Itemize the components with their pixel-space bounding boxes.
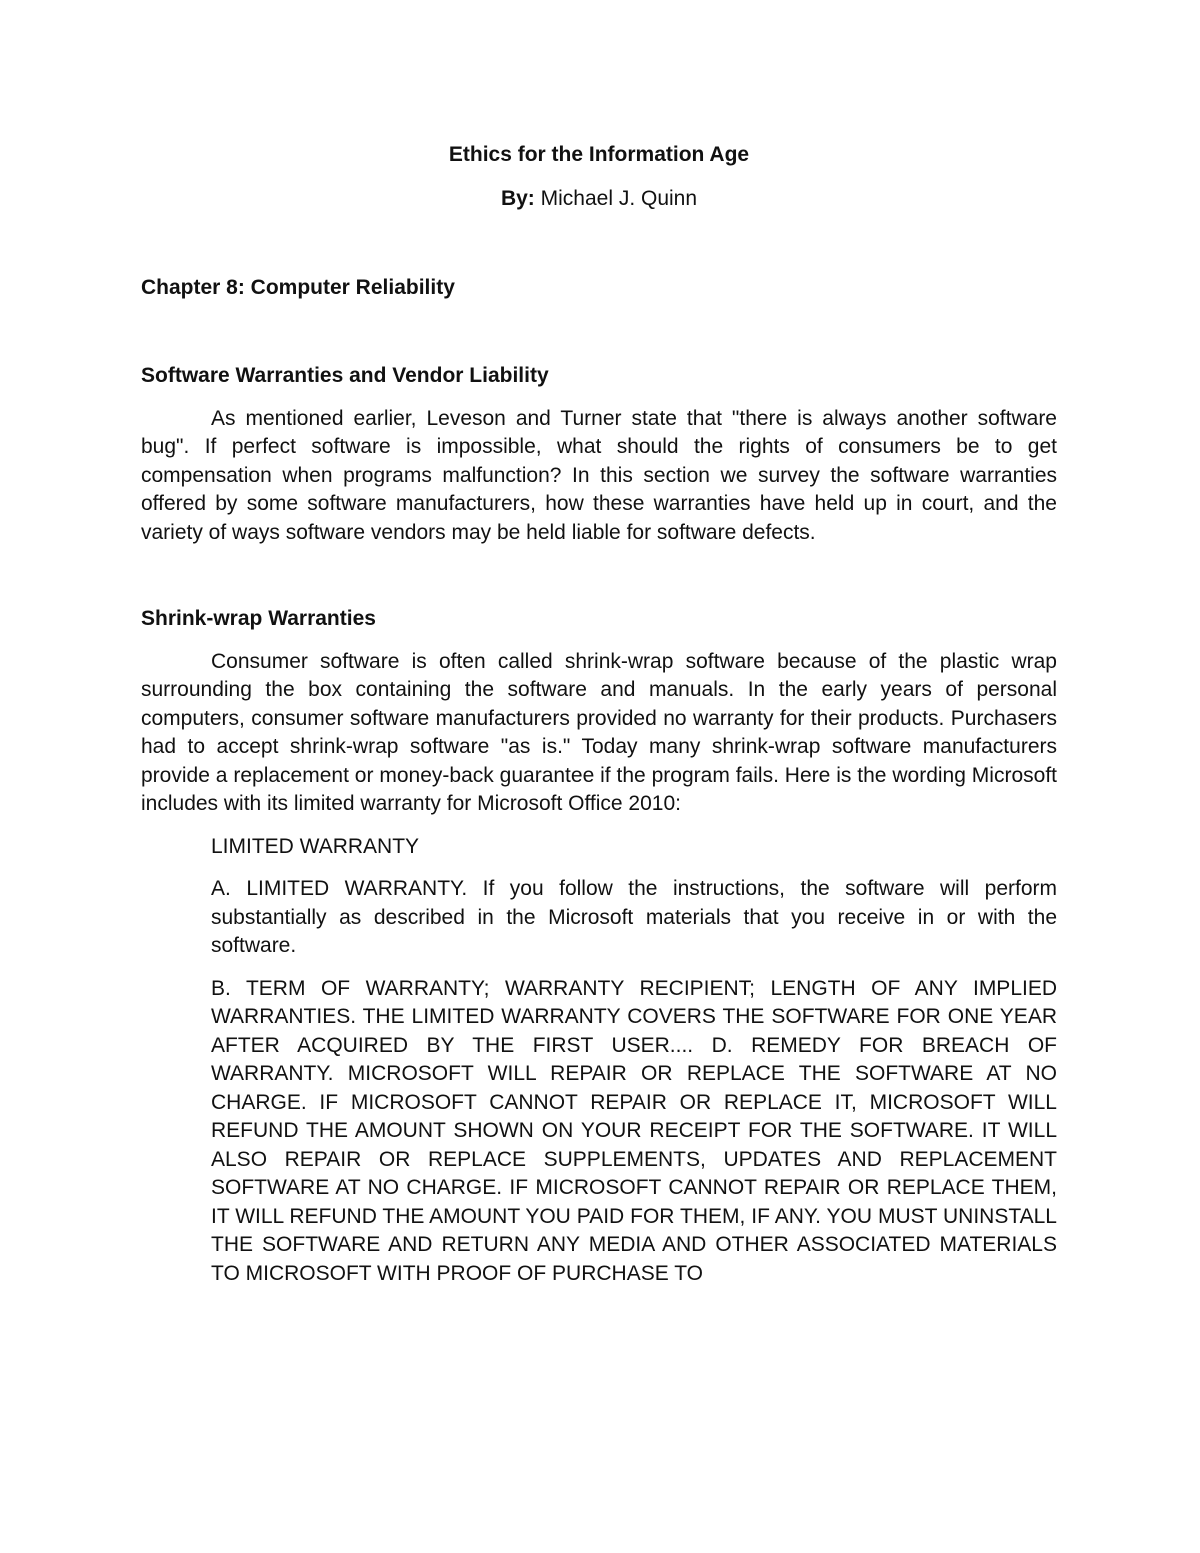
section-paragraph-shrink-wrap: Consumer software is often called shrink-wrap software because of the plastic wrap surrounding the box containing the software and manuals. In the early years of personal computers, consumer software manufacturers provided no warranty for their products. Purchasers had to accept shrink-wrap software "as is." Today many shrink-wrap software manufacturers provide a replacement or money-back guarantee if the program fails. Here is the wording Microsoft includes with its limited warranty for Microsoft Office 2010: bbox=[141, 649, 1057, 815]
section-paragraph-warranties: As mentioned earlier, Leveson and Turner state that "there is always another software bug". If perfect software is impossible, what should the rights of consumers be to get compensation when programs malfunction? In this section we survey the software warranties offered by some software manufacturers, how these warranties have held up in court, and the variety of ways software vendors may be held liable for software defects. bbox=[141, 406, 1057, 544]
byline-label: By: bbox=[500, 187, 535, 210]
quote-paragraph-a: A. LIMITED WARRANTY. If you follow the instructions, the software will perform substantially as described in the Microsoft materials that you receive in or with the software. bbox=[211, 877, 1057, 957]
section-heading-warranties: Software Warranties and Vendor Liability bbox=[141, 364, 549, 387]
byline bbox=[141, 185, 1057, 214]
document-content bbox=[141, 141, 1057, 1288]
author-name: Michael J. Quinn bbox=[534, 187, 698, 210]
quote-paragraph-b: B. TERM OF WARRANTY; WARRANTY RECIPIENT; LENGTH OF ANY IMPLIED WARRANTIES. THE LIMITED WARRANTY COVERS THE SOFTWARE FOR ONE YEAR AFTER ACQUIRED BY THE FIRST USER.... D. REMEDY FOR BREACH OF WARRANTY. MICROSOFT WILL REPAIR OR REPLACE THE SOFTWARE AT NO CHARGE. IF MICROSOFT CANNOT REPAIR OR REPLACE IT, MICROSOFT WILL REFUND THE AMOUNT SHOWN ON YOUR RECEIPT FOR THE SOFTWARE. IT WILL ALSO REPAIR OR REPLACE SUPPLEMENTS, UPDATES AND REPLACEMENT SOFTWARE AT NO CHARGE. IF MICROSOFT CANNOT REPAIR OR REPLACE THEM, IT WILL REFUND THE AMOUNT YOU PAID FOR THEM, IF ANY. YOU MUST UNINSTALL THE SOFTWARE AND RETURN ANY MEDIA AND OTHER ASSOCIATED MATERIALS TO MICROSOFT WITH PROOF OF PURCHASE TO bbox=[211, 976, 1057, 1285]
section-heading-shrink-wrap: Shrink-wrap Warranties bbox=[141, 607, 376, 630]
warranty-quote-block bbox=[211, 833, 1057, 1289]
quote-title: LIMITED WARRANTY bbox=[211, 834, 420, 858]
chapter-heading: Chapter 8: Computer Reliability bbox=[141, 275, 455, 299]
document-title: Ethics for the Information Age bbox=[448, 143, 750, 166]
